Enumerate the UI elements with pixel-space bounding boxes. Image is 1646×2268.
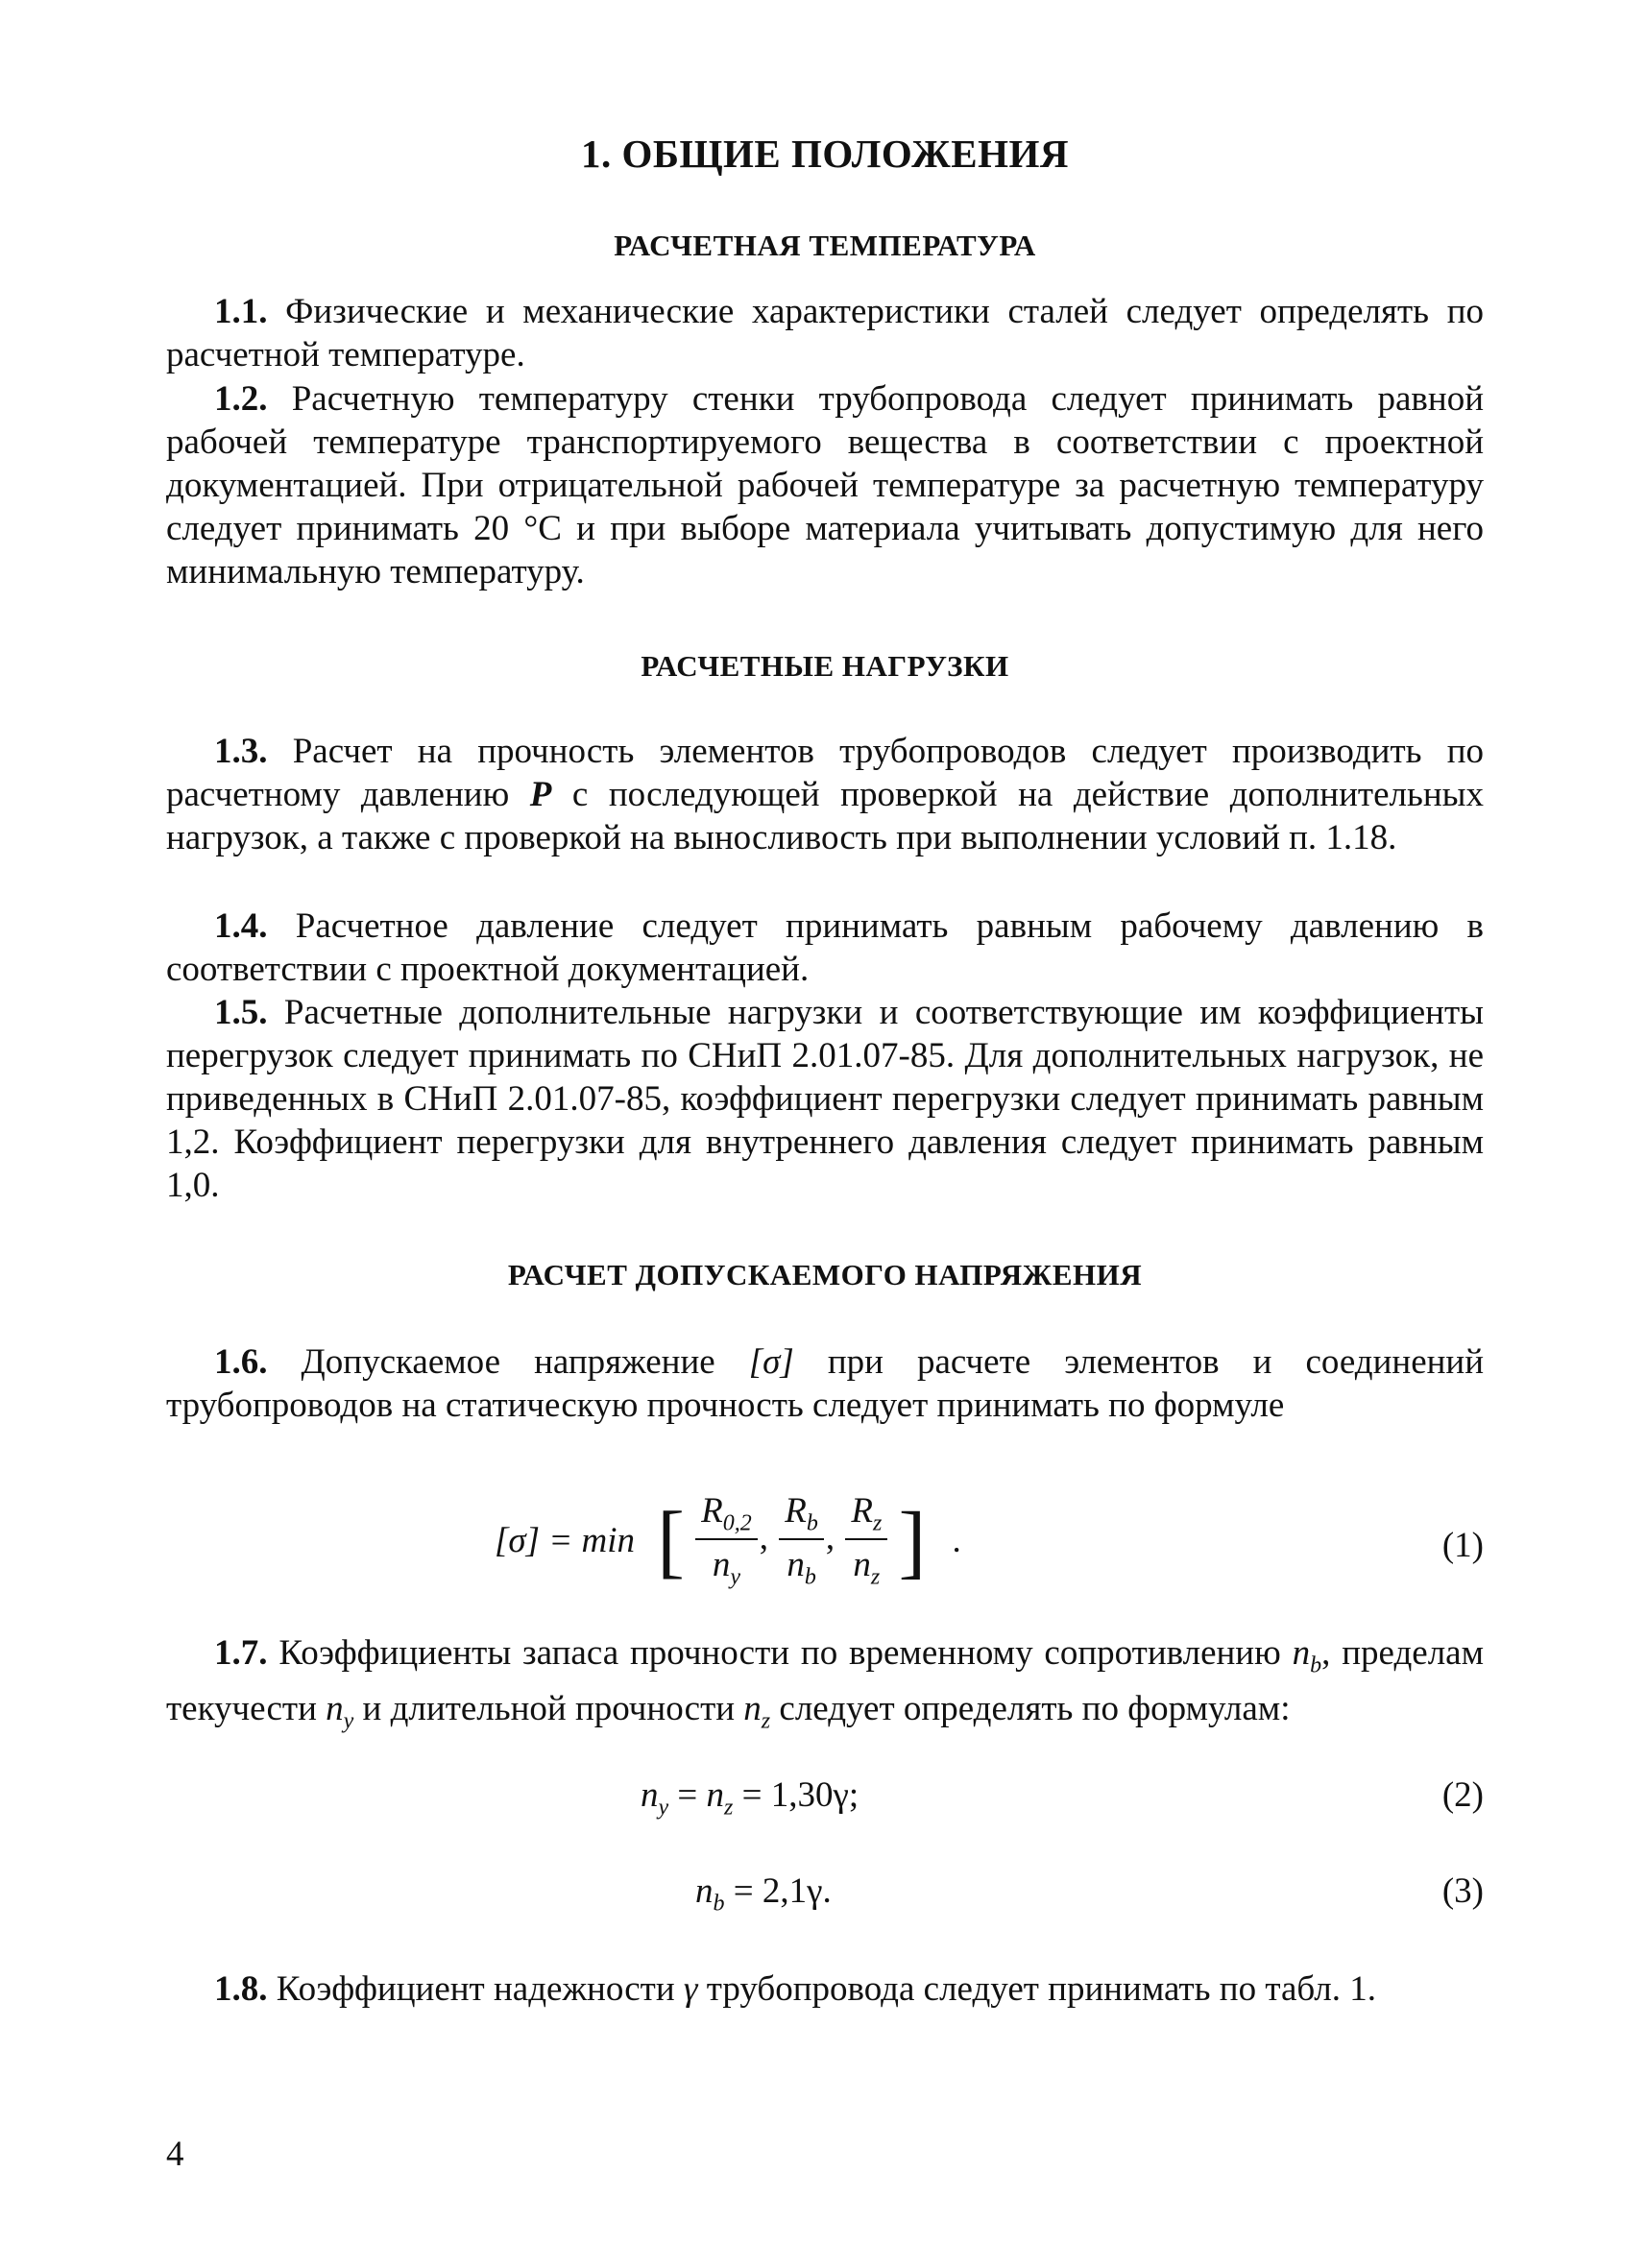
clause-text: Допускаемое напряжение: [301, 1342, 715, 1382]
nb-symbol: $n_b$: [1292, 1633, 1322, 1678]
clause-text: Расчет на прочность элементов трубопроводов следует производить по расчетному давлению: [166, 732, 1484, 814]
section-title: РАСЧЕТНЫЕ НАГРУЗКИ: [641, 649, 1009, 683]
clause-text-cont: трубопровода следует принимать по табл. 1.: [706, 1969, 1376, 2009]
nz-symbol: $n_z$: [743, 1689, 771, 1734]
chapter-title: 1. ОБЩИЕ ПОЛОЖЕНИЯ: [581, 132, 1069, 176]
clause-text-cont: следует определять по формулам:: [779, 1689, 1291, 1729]
formula-3-expression: [695, 1870, 832, 1917]
sigma-symbol: [σ]: [748, 1342, 794, 1382]
nb-term: $n_b$: [695, 1871, 725, 1917]
formula-1-expression: [495, 1490, 961, 1591]
clause-number: 1.5.: [214, 993, 268, 1032]
paragraph-1-7: [166, 1631, 1484, 1744]
clause-number: 1.2.: [214, 379, 268, 419]
clause-text: Коэффициенты запаса прочности по временному сопротивлению: [278, 1633, 1281, 1673]
clause-number: 1.1.: [214, 292, 268, 331]
ny-symbol: $n_y$: [326, 1689, 354, 1734]
clause-text: Физические и механические характеристики сталей следует определять по расчетной температуре.: [166, 292, 1485, 374]
equation-number: (1): [1441, 1526, 1484, 1565]
paragraph-1-4: [166, 905, 1484, 991]
comma: ,: [759, 1517, 769, 1557]
comma: ,: [825, 1517, 835, 1557]
formula-2: [166, 1774, 1484, 1822]
clause-text-cont: и длительной прочности: [362, 1689, 736, 1729]
formula-rhs: = 2,1γ.: [724, 1871, 832, 1911]
left-bracket: [: [657, 1494, 685, 1587]
clause-text: Расчетную температуру стенки трубопровода следует принимать равной рабочей температуре транспортируемого вещества в соответствии с проектной документацией. При отрицательной рабочей температуре за расчетную температуру следует принимать 20 °С и при выборе материала учитывать допустимую для него минимальную температуру.: [166, 379, 1484, 591]
formula-period: .: [952, 1520, 961, 1560]
paragraph-1-3: [166, 730, 1484, 859]
section-stress-heading: [166, 1258, 1484, 1292]
paragraph-1-5: [166, 991, 1484, 1207]
equals-sign: =: [668, 1775, 707, 1815]
formula-1: [166, 1490, 1484, 1596]
fraction-rz-nz: $\frac{R_z}{n_z}$: [845, 1490, 887, 1591]
clause-text-cont: при расчете элементов и соединений трубопроводов на статическую прочность следует принимать по формуле: [166, 1342, 1485, 1425]
ny-term: $n_y$: [641, 1775, 669, 1821]
clause-text: Расчетные дополнительные нагрузки и соответствующие им коэффициенты перегрузок следует принимать по СНиП 2.01.07-85. Для дополнительных нагрузок, не приведенных в СНиП 2.01.07-85, коэффициент перегрузки следует принимать равным 1,2. Коэффициент перегрузки для внутреннего давления следует принимать равным 1,0.: [166, 993, 1484, 1205]
section-title: РАСЧЕТНАЯ ТЕМПЕРАТУРА: [614, 229, 1036, 262]
page-number: 4: [166, 2135, 184, 2174]
equation-number: (3): [1441, 1871, 1484, 1911]
formula-2-expression: [641, 1774, 859, 1821]
right-bracket: ]: [898, 1494, 927, 1587]
chapter-heading: [166, 131, 1484, 177]
clause-number: 1.4.: [214, 906, 268, 946]
equation-number: (2): [1441, 1775, 1484, 1815]
clause-number: 1.7.: [214, 1633, 268, 1673]
clause-text-cont: с последующей проверкой на действие дополнительных нагрузок, а также с проверкой на выносливость при выполнении условий п. 1.18.: [166, 775, 1484, 857]
pressure-symbol: P: [529, 775, 552, 814]
formula-3: [166, 1870, 1484, 1918]
paragraph-1-8: [166, 1967, 1484, 2011]
clause-number: 1.8.: [214, 1969, 268, 2009]
fraction-r02-ny: $\frac{R_{0,2}}{n_y}$: [695, 1490, 758, 1591]
clause-text-cont: , пределам текучести: [166, 1633, 1484, 1729]
clause-text: Коэффициент надежности: [276, 1969, 675, 2009]
nz-term: $n_z$: [706, 1775, 734, 1821]
formula-rhs: = 1,30γ;: [733, 1775, 859, 1815]
section-title: РАСЧЕТ ДОПУСКАЕМОГО НАПРЯЖЕНИЯ: [507, 1258, 1143, 1291]
clause-text: Расчетное давление следует принимать равным рабочему давлению в соответствии с проектной документацией.: [166, 906, 1485, 989]
gamma-symbol: γ: [683, 1969, 698, 2009]
formula-lhs: [σ] = min: [495, 1520, 636, 1560]
section-loads-heading: [166, 649, 1484, 684]
clause-number: 1.6.: [214, 1342, 268, 1382]
fraction-rb-nb: $\frac{R_b}{n_b}$: [779, 1490, 824, 1591]
paragraph-1-2: [166, 377, 1484, 593]
paragraph-1-1: [166, 290, 1484, 376]
paragraph-1-6: [166, 1340, 1484, 1427]
clause-number: 1.3.: [214, 732, 268, 771]
section-temperature-heading: [166, 229, 1484, 263]
